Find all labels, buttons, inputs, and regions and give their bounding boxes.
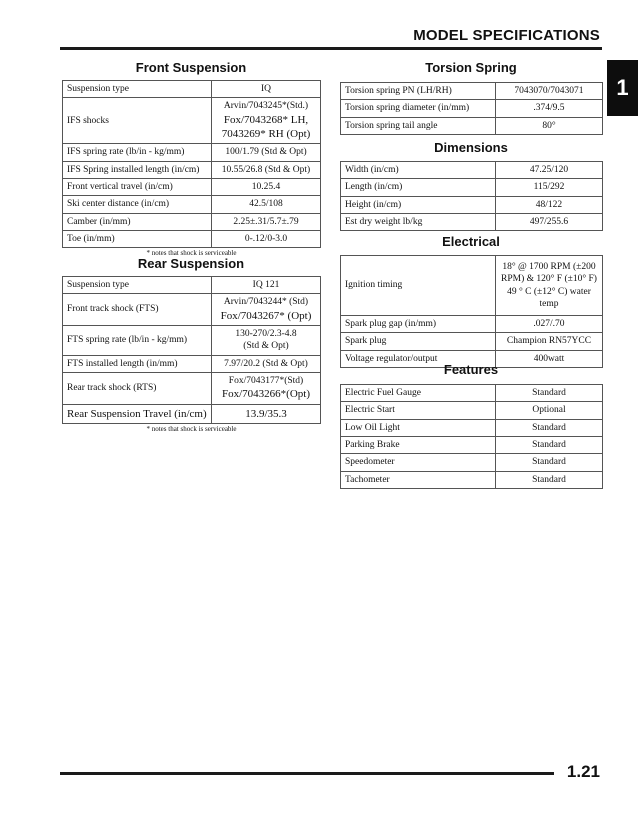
electrical-table <box>340 255 603 368</box>
table-row <box>63 144 321 161</box>
spec-label: Parking Brake <box>341 437 496 454</box>
dimensions-title: Dimensions <box>434 140 508 155</box>
spec-value-line: 18° @ 1700 RPM (±200 <box>502 261 596 272</box>
spec-value <box>212 294 321 326</box>
spec-label: Width (in/cm) <box>341 162 496 179</box>
spec-value: 48/122 <box>496 196 603 213</box>
spec-value: 497/255.6 <box>496 214 603 231</box>
table-row <box>341 402 603 419</box>
spec-value: Standard <box>496 471 603 488</box>
spec-value-line: Arvin/7043245*(Std.) <box>223 101 309 112</box>
spec-label: FTS installed length (in/mm) <box>63 355 212 372</box>
spec-value: 7.97/20.2 (Std & Opt) <box>212 355 321 372</box>
table-row <box>341 437 603 454</box>
chapter-tab: 1 <box>607 60 638 116</box>
spec-label: IFS Spring installed length (in/cm) <box>63 161 212 178</box>
spec-label: Rear Suspension Travel (in/cm) <box>63 404 212 423</box>
spec-value: 42.5/108 <box>212 196 321 213</box>
spec-value: IQ 121 <box>212 277 321 294</box>
torsion-spring-table <box>340 82 603 135</box>
spec-label: Spark plug gap (in/mm) <box>341 316 496 333</box>
table-row <box>341 333 603 350</box>
spec-value-line: 7043269* RH (Opt) <box>221 128 311 141</box>
spec-label: Front track shock (FTS) <box>63 294 212 326</box>
spec-label: IFS shocks <box>63 98 212 144</box>
spec-label: Camber (in/mm) <box>63 213 212 230</box>
spec-label: Torsion spring tail angle <box>341 117 496 134</box>
spec-label: Speedometer <box>341 454 496 471</box>
page-header-title: MODEL SPECIFICATIONS <box>413 27 600 44</box>
spec-value-line: 130-270/2.3-4.8 <box>235 328 297 339</box>
table-row <box>63 213 321 230</box>
spec-value-line: Fox/7043267* (Opt) <box>220 309 312 322</box>
table-row <box>341 471 603 488</box>
spec-label: Rear track shock (RTS) <box>63 373 212 405</box>
spec-label: Ignition timing <box>341 256 496 316</box>
spec-value <box>212 373 321 405</box>
spec-value-line: (Std & Opt) <box>243 341 289 352</box>
table-row <box>63 179 321 196</box>
spec-label: Ski center distance (in/cm) <box>63 196 212 213</box>
spec-label: Electric Start <box>341 402 496 419</box>
table-row <box>341 162 603 179</box>
spec-value-line: temp <box>539 298 559 309</box>
spec-label: Suspension type <box>63 81 212 98</box>
electrical-title: Electrical <box>442 234 500 249</box>
spec-label: Front vertical travel (in/cm) <box>63 179 212 196</box>
spec-label: Torsion spring diameter (in/mm) <box>341 100 496 117</box>
front-suspension-table <box>62 80 321 260</box>
table-row <box>341 179 603 196</box>
table-row <box>63 355 321 372</box>
footer-rule <box>60 772 554 775</box>
spec-value-line: Fox/7043268* LH, <box>223 113 309 126</box>
table-row <box>63 98 321 144</box>
features-title: Features <box>443 362 499 377</box>
spec-label: Electric Fuel Gauge <box>341 385 496 402</box>
spec-value <box>212 325 321 355</box>
spec-value: 13.9/35.3 <box>212 404 321 423</box>
spec-value: .374/9.5 <box>496 100 603 117</box>
spec-value: 47.25/120 <box>496 162 603 179</box>
spec-value-line: 49 ° C (±12° C) water <box>507 286 591 297</box>
spec-label: IFS spring rate (lb/in - kg/mm) <box>63 144 212 161</box>
spec-value-line: Fox/7043177*(Std) <box>228 376 304 387</box>
spec-value <box>212 98 321 144</box>
table-row <box>341 316 603 333</box>
table-row <box>341 117 603 134</box>
spec-value: Optional <box>496 402 603 419</box>
spec-label: FTS spring rate (lb/in - kg/mm) <box>63 325 212 355</box>
dimensions-table <box>340 161 603 231</box>
table-note-row <box>63 423 321 435</box>
spec-value: .027/.70 <box>496 316 603 333</box>
spec-value: 115/292 <box>496 179 603 196</box>
header-rule <box>60 47 602 50</box>
spec-value: 100/1.79 (Std & Opt) <box>212 144 321 161</box>
features-table <box>340 384 603 489</box>
spec-value-line: Fox/7043266*(Opt) <box>222 388 310 401</box>
spec-value: Standard <box>496 385 603 402</box>
spec-value: IQ <box>212 81 321 98</box>
spec-value-line: RPM) & 120° F (±10° F) <box>501 274 597 285</box>
table-row <box>63 325 321 355</box>
spec-label: Spark plug <box>341 333 496 350</box>
spec-value: 10.55/26.8 (Std & Opt) <box>212 161 321 178</box>
table-row <box>341 83 603 100</box>
table-row <box>63 277 321 294</box>
table-row <box>63 294 321 326</box>
spec-label: Low Oil Light <box>341 419 496 436</box>
rear-suspension-table <box>62 276 321 435</box>
table-row <box>341 196 603 213</box>
spec-value-line: Arvin/7043244* (Std) <box>223 297 309 308</box>
spec-value: Standard <box>496 454 603 471</box>
serviceable-note: * notes that shock is serviceable <box>63 423 321 435</box>
table-row <box>63 81 321 98</box>
table-row <box>341 419 603 436</box>
rear-suspension-title: Rear Suspension <box>137 256 245 271</box>
serviceable-note: * notes that shock is serviceable <box>63 248 321 260</box>
spec-label: Length (in/cm) <box>341 179 496 196</box>
table-row <box>341 256 603 316</box>
spec-value: 0-.12/0-3.0 <box>212 231 321 248</box>
table-row <box>63 231 321 248</box>
spec-value: 10.25.4 <box>212 179 321 196</box>
table-row <box>63 196 321 213</box>
table-row <box>63 161 321 178</box>
spec-value: 2.25±.31/5.7±.79 <box>212 213 321 230</box>
spec-label: Voltage regulator/output <box>341 350 496 367</box>
spec-label: Tachometer <box>341 471 496 488</box>
table-row <box>341 100 603 117</box>
table-row <box>63 373 321 405</box>
table-row <box>63 404 321 423</box>
table-row <box>341 454 603 471</box>
spec-value: Standard <box>496 437 603 454</box>
torsion-spring-title: Torsion Spring <box>425 60 517 75</box>
spec-label: Est dry weight lb/kg <box>341 214 496 231</box>
spec-value: 7043070/7043071 <box>496 83 603 100</box>
spec-label: Suspension type <box>63 277 212 294</box>
table-row <box>341 214 603 231</box>
spec-value <box>496 256 603 316</box>
spec-value: 80° <box>496 117 603 134</box>
front-suspension-title: Front Suspension <box>135 60 247 75</box>
page-number: 1.21 <box>566 762 600 781</box>
spec-value: Standard <box>496 419 603 436</box>
spec-label: Height (in/cm) <box>341 196 496 213</box>
spec-label: Torsion spring PN (LH/RH) <box>341 83 496 100</box>
spec-value: 400watt <box>496 350 603 367</box>
spec-value: Champion RN57YCC <box>496 333 603 350</box>
spec-label: Toe (in/mm) <box>63 231 212 248</box>
table-row <box>341 385 603 402</box>
